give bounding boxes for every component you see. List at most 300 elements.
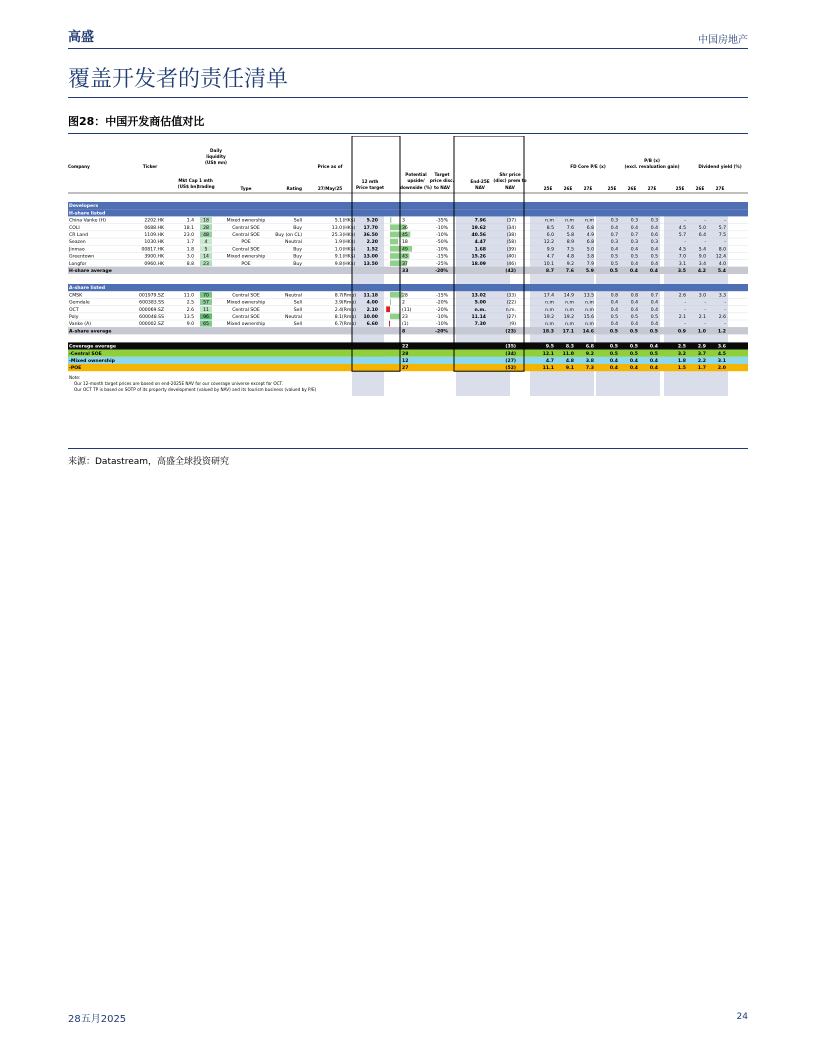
owner-type: Central SOE (232, 233, 260, 238)
owner-type: POE (241, 261, 251, 267)
pe-value: 4.9 (586, 233, 594, 238)
upside-bar (390, 299, 391, 305)
dy-value: 2.1 (678, 315, 686, 320)
dy-value: 5.7 (678, 233, 686, 238)
market-cap: 1.8 (186, 247, 194, 253)
page-number: 24 (736, 1012, 748, 1022)
premium: (34) (506, 225, 516, 231)
downside-bar (386, 306, 390, 312)
price: 3.9 (334, 300, 342, 306)
average-dy: 3.5 (677, 269, 686, 274)
price: 6.7 (334, 322, 342, 328)
header-trading: trading (197, 184, 215, 189)
ticker: 1030.HK (144, 240, 164, 246)
summary-pb: 0.4 (649, 344, 658, 350)
premium: (37) (506, 218, 516, 224)
summary-premium: (27) (505, 359, 516, 364)
ticker: 2202.HK (144, 218, 164, 224)
nav: 5.00 (474, 300, 486, 306)
dy-value: - (724, 300, 726, 306)
trading-value: 4 (204, 240, 208, 246)
average-pe: 18.3 (542, 329, 554, 335)
target-disc: -50% (436, 240, 448, 246)
pe-value: 15.6 (583, 315, 594, 320)
pe-value: 9.2 (566, 261, 574, 267)
summary-dy: 2.2 (697, 359, 706, 364)
pb-value: 0.4 (610, 225, 618, 231)
nav: 7.30 (474, 322, 486, 328)
header-year: 25E (607, 186, 617, 191)
ticker: 0960.HK (144, 261, 164, 267)
average-label: A-share average (69, 329, 112, 335)
trading-value: 5 (204, 247, 208, 253)
upside: (1) (402, 322, 409, 328)
price: 1.9 (334, 240, 342, 246)
header-price-target: 12 mth (361, 179, 379, 184)
currency: (HK$) (342, 261, 356, 267)
upside: 28 (402, 293, 408, 299)
nav: 13.02 (471, 293, 486, 299)
pe-value: 7.6 (566, 225, 574, 231)
dy-value: 6.4 (698, 233, 706, 238)
pe-value: 3.8 (586, 254, 594, 260)
summary-pe: 8.3 (565, 344, 574, 350)
average-pe: 8.7 (545, 269, 554, 274)
market-cap: 1.7 (186, 240, 194, 246)
dy-value: - (724, 218, 726, 224)
nav: 18.09 (471, 261, 486, 267)
section-header-bar (68, 209, 748, 216)
pb-value: 0.5 (610, 254, 618, 260)
pe-value: n.m (565, 322, 574, 328)
company-name: OCT (69, 307, 79, 313)
summary-pe: 3.8 (585, 359, 594, 364)
source-note: 来源：Datastream，高盛全球投资研究 (68, 457, 230, 467)
dy-value: - (704, 307, 706, 313)
price-target: 5.20 (366, 218, 378, 224)
currency: (HK$) (342, 240, 356, 246)
trading-value: 96 (203, 315, 209, 320)
summary-pe: 6.8 (585, 344, 594, 350)
premium: (9) (509, 322, 516, 328)
currency: (Rmb) (341, 293, 357, 299)
pb-value: 0.7 (610, 233, 618, 238)
pe-value: n.m (585, 218, 594, 224)
pe-value: 10.1 (543, 261, 554, 267)
pb-value: 0.3 (610, 240, 618, 246)
section-label: H-share listed (69, 211, 106, 217)
nav: 4.47 (474, 240, 486, 246)
dy-value: - (684, 218, 686, 224)
price: 25.3 (331, 233, 342, 238)
dy-value: 3.0 (698, 293, 706, 299)
market-cap: 3.0 (186, 254, 194, 260)
pb-value: 0.4 (630, 247, 638, 253)
table-note: Note: (69, 375, 81, 381)
pb-value: 0.5 (630, 254, 638, 260)
ticker: 001979.SZ (138, 293, 164, 299)
summary-pb: 0.5 (609, 351, 618, 357)
summary-upside: 22 (402, 344, 409, 350)
average-pe: 17.1 (562, 329, 574, 335)
header-ticker: Ticker (142, 164, 158, 169)
summary-dy: 3.1 (717, 359, 726, 364)
average-upside: 33 (402, 269, 409, 274)
pb-value: 0.3 (650, 240, 658, 246)
dy-value: - (684, 300, 686, 306)
figure-rule (68, 133, 748, 134)
header-premium: (disc) prem to (493, 178, 527, 183)
pe-value: n.m (545, 307, 554, 313)
summary-pe: 11.1 (542, 366, 554, 372)
average-dy: 1.0 (697, 329, 706, 335)
dy-value: 2.1 (698, 315, 706, 320)
target-disc: -20% (436, 300, 448, 306)
valuation-table (68, 136, 748, 446)
upside: 2 (402, 300, 405, 306)
header-price: Price as of (317, 164, 343, 169)
header-premium: Shr price (499, 172, 521, 177)
target-disc: -15% (436, 293, 448, 299)
premium: (39) (506, 247, 516, 253)
market-cap: 11.0 (183, 293, 194, 299)
summary-pb: 0.4 (649, 366, 658, 372)
rating: Buy (on CL) (275, 233, 302, 238)
dy-value: - (724, 307, 726, 313)
dy-value: - (724, 322, 726, 328)
rating: Buy (293, 225, 302, 231)
summary-pb: 0.5 (609, 344, 618, 350)
upside: 18 (402, 240, 408, 246)
header-pb: P/B (x) (644, 158, 660, 163)
summary-premium: (34) (505, 351, 516, 357)
price-target: 2.10 (366, 307, 378, 313)
price: 9.8 (334, 261, 342, 267)
pe-value: 8.5 (546, 225, 554, 231)
rating: Sell (293, 218, 302, 224)
section-header-bar (68, 284, 748, 291)
header-upside: Potential (405, 172, 427, 177)
target-disc: -20% (436, 307, 448, 313)
title-rule (68, 97, 748, 98)
premium: n.m. (505, 307, 516, 313)
pb-value: 0.5 (610, 315, 618, 320)
upside: 49 (402, 247, 408, 253)
header-year: 26E (627, 186, 637, 191)
price: 8.7 (334, 293, 342, 299)
average-premium: (42) (505, 269, 516, 274)
pb-value: 0.8 (630, 293, 638, 299)
dy-value: 3.1 (678, 261, 686, 267)
market-cap: 2.5 (186, 300, 194, 306)
header-upside: downside (%) (400, 185, 432, 190)
pe-value: 17.4 (543, 293, 554, 299)
average-pb: 0.5 (609, 329, 618, 335)
header-target-disc: price disc. (429, 178, 455, 183)
dy-value: 9.0 (698, 254, 706, 260)
trading-value: 28 (203, 225, 209, 231)
rating: Neutral (285, 240, 302, 246)
summary-dy: 2.5 (677, 344, 686, 350)
company-name: Seazen (69, 240, 86, 246)
header-year: 27E (715, 186, 725, 191)
summary-label: -POE (69, 366, 82, 372)
ticker: 000069.SZ (138, 307, 164, 313)
premium: (58) (506, 240, 516, 246)
nav: n.m. (474, 307, 486, 313)
currency: (HK$) (342, 225, 356, 231)
summary-pb: 0.4 (629, 359, 638, 364)
premium: (46) (506, 261, 516, 267)
trading-value: 14 (203, 254, 209, 260)
average-dy: 5.4 (717, 269, 726, 274)
price-target: 13.00 (363, 254, 378, 260)
owner-type: Central SOE (232, 225, 260, 231)
average-target-disc: -20% (435, 269, 448, 274)
summary-label: -Mixed ownership (69, 359, 115, 364)
section-label: Developers (69, 204, 99, 210)
upside-bar (390, 292, 403, 298)
average-dy: 4.2 (697, 269, 706, 274)
pe-value: 6.8 (586, 240, 594, 246)
company-name: Jinmao (69, 247, 85, 253)
summary-dy: 1.8 (677, 359, 686, 364)
rating: Sell (293, 300, 302, 306)
summary-dy: 4.5 (717, 351, 726, 357)
company-name: Greentown (69, 254, 95, 260)
summary-dy: 1.7 (697, 366, 706, 372)
company-name: Longfor (69, 261, 87, 267)
pe-value: 9.9 (546, 247, 554, 253)
price: 2.4 (334, 307, 342, 313)
header-topic: 中国房地产 (698, 35, 748, 46)
pe-value: 7.9 (586, 261, 594, 267)
pe-value: n.m (565, 307, 574, 313)
average-dy: 0.9 (677, 329, 686, 335)
upside-bar (390, 217, 391, 223)
header-mcap: Mkt Cap (178, 178, 198, 183)
source-rule (68, 448, 748, 449)
dy-value: - (684, 322, 686, 328)
average-pb: 0.5 (649, 329, 658, 335)
currency: (Rmb) (341, 315, 357, 320)
ticker: 1109.HK (144, 233, 164, 238)
dy-value: 7.0 (678, 254, 686, 260)
pe-value: n.m (545, 218, 554, 224)
pe-value: 8.9 (566, 240, 574, 246)
header-liquidity: (US$ mn) (205, 160, 227, 165)
dy-value: - (684, 307, 686, 313)
header-target-disc: to NAV (433, 185, 451, 190)
header-year: 27E (583, 186, 593, 191)
nav: 40.56 (471, 233, 486, 238)
pb-value: 0.8 (610, 293, 618, 299)
dy-value: 2.6 (718, 315, 726, 320)
average-pe: 14.6 (582, 329, 594, 335)
nav: 19.62 (471, 225, 486, 231)
pb-value: 0.6 (650, 233, 658, 238)
rating: Sell (293, 322, 302, 328)
upside-bar (390, 314, 400, 320)
premium: (22) (506, 300, 516, 306)
nav: 11.14 (471, 315, 486, 320)
owner-type: Mixed ownership (226, 322, 266, 328)
upside: (11) (402, 307, 412, 313)
summary-premium: (35) (505, 344, 516, 350)
price: 13.0 (331, 225, 342, 231)
section-label: A-share listed (69, 286, 106, 292)
pb-value: 0.3 (630, 218, 638, 224)
dy-value: 12.4 (715, 254, 726, 260)
table-note: Our OCT TP is based on SOTP of its property development (valued by NAV) and its tourism business (valued by P/E) (74, 387, 317, 393)
summary-pe: 4.8 (565, 359, 574, 364)
pe-value: 5.8 (566, 233, 574, 238)
summary-pb: 0.4 (609, 366, 618, 372)
dy-value: 5.7 (718, 225, 726, 231)
valuation-table-svg (68, 136, 748, 446)
header-price-target: Price target (355, 185, 385, 190)
average-pb: 0.5 (629, 329, 638, 335)
market-cap: 9.0 (186, 322, 194, 328)
market-cap: 1.4 (186, 218, 194, 224)
nav: 15.26 (471, 254, 486, 260)
pb-value: 0.5 (630, 315, 638, 320)
header-company: Company (68, 164, 90, 169)
company-name: COLI (69, 225, 80, 231)
pe-value: n.m (585, 300, 594, 306)
table-note: Our 12-month target prices are based on end-2025E NAV for our coverage universe except for OCT. (74, 381, 283, 387)
dy-value: - (704, 322, 706, 328)
rating: Sell (293, 307, 302, 313)
header-year: 25E (543, 186, 553, 191)
upside: 43 (402, 254, 408, 260)
pb-value: 0.3 (650, 218, 658, 224)
ticker: 600383.SS (139, 300, 164, 306)
figure-title: 图28：中国开发商估值对比 (68, 115, 205, 128)
premium: (27) (506, 315, 516, 320)
pb-value: 0.4 (630, 300, 638, 306)
company-name: Poly (69, 315, 79, 320)
header-price: 27/May/25 (317, 186, 343, 191)
target-disc: -15% (436, 254, 448, 260)
pe-value: 6.8 (586, 225, 594, 231)
header-year: 26E (695, 186, 705, 191)
summary-label: -Central SOE (69, 351, 102, 357)
dy-value: 2.6 (678, 293, 686, 299)
pb-value: 0.5 (650, 315, 658, 320)
currency: (HK$) (342, 247, 356, 253)
price: 9.1 (334, 254, 342, 260)
price-target: 1.52 (366, 247, 378, 253)
average-pb: 0.4 (629, 269, 638, 274)
pb-value: 0.5 (610, 261, 618, 267)
dy-value: 5.0 (698, 225, 706, 231)
dy-value: - (704, 240, 706, 246)
company-name: Vanke (A) (69, 322, 92, 328)
price: 1.0 (334, 247, 342, 253)
summary-pb: 0.4 (609, 359, 618, 364)
ticker: 00817.HK (141, 247, 164, 253)
summary-pb: 0.4 (629, 366, 638, 372)
pb-value: 0.4 (610, 247, 618, 253)
target-disc: -35% (436, 218, 448, 224)
average-pb: 0.4 (649, 269, 658, 274)
owner-type: Mixed ownership (226, 254, 266, 260)
market-cap: 8.8 (186, 261, 194, 267)
pb-value: 0.4 (610, 307, 618, 313)
header-year: 26E (563, 186, 573, 191)
header-rating: Rating (286, 186, 302, 191)
summary-label: Coverage average (69, 344, 116, 350)
premium: (33) (506, 293, 516, 299)
pb-value: 0.4 (630, 307, 638, 313)
dy-value: - (684, 240, 686, 246)
pb-value: 0.7 (650, 293, 658, 299)
trading-value: 70 (203, 293, 209, 299)
pb-value: 0.4 (610, 322, 618, 328)
price-target: 4.00 (366, 300, 378, 306)
company-name: CR Land (69, 233, 89, 238)
price-target: 17.70 (363, 225, 378, 231)
summary-pe: 7.3 (585, 366, 594, 372)
header-liquidity: Daily (210, 148, 222, 153)
upside: 45 (402, 233, 408, 238)
summary-dy: 3.7 (697, 351, 706, 357)
average-row-bg (68, 327, 748, 334)
summary-dy: 3.2 (677, 351, 686, 357)
pb-value: 0.5 (650, 254, 658, 260)
upside: 3 (402, 218, 405, 224)
summary-pe: 9.5 (545, 344, 554, 350)
header-dy: Dividend yield (%) (698, 164, 742, 169)
summary-upside: 28 (402, 351, 409, 357)
section-header-bar (68, 202, 748, 209)
company-name: CMSK (69, 293, 83, 299)
header-year: 27E (647, 186, 657, 191)
owner-type: Central SOE (232, 315, 260, 320)
currency: (Rmb) (341, 307, 357, 313)
pe-value: 4.8 (566, 254, 574, 260)
ticker: 000002.SZ (138, 322, 164, 328)
pb-value: 0.3 (610, 218, 618, 224)
summary-premium: (52) (505, 366, 516, 372)
target-disc: -10% (436, 233, 448, 238)
pb-value: 0.4 (630, 261, 638, 267)
average-pe: 5.9 (585, 269, 594, 274)
average-upside: 8 (402, 329, 406, 335)
average-premium: (23) (505, 329, 516, 335)
pe-value: n.m (565, 218, 574, 224)
price: 8.1 (334, 315, 342, 320)
dy-value: - (704, 218, 706, 224)
average-pe: 7.6 (565, 269, 574, 274)
ticker: 600048.SS (139, 315, 164, 320)
header-target-disc: Target (434, 172, 450, 177)
footer-date: 28五月2025 (68, 1014, 127, 1025)
pb-value: 0.4 (630, 322, 638, 328)
header-year: 25E (675, 186, 685, 191)
pb-value: 0.4 (650, 225, 658, 231)
premium: (38) (506, 233, 516, 238)
header-nav: NAV (475, 185, 485, 190)
target-disc: -10% (436, 247, 448, 253)
price-target: 6.60 (366, 322, 378, 328)
target-disc: -10% (436, 315, 448, 320)
owner-type: Mixed ownership (226, 300, 266, 306)
pb-value: 0.4 (650, 261, 658, 267)
rating: Buy (293, 247, 302, 253)
rating: Neutral (285, 315, 302, 320)
